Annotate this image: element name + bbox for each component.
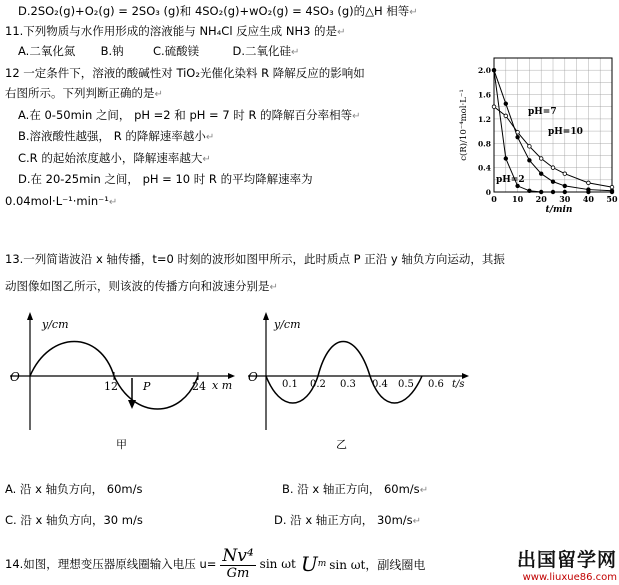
chart-labels bbox=[458, 66, 618, 215]
fraction-denominator: Gm bbox=[226, 565, 250, 581]
q12-stem-line1: 12 一定条件下，溶液的酸碱性对 TiO₂光催化染料 R 降解反应的影响如 bbox=[5, 66, 365, 80]
series-point-pH=2 bbox=[551, 190, 555, 194]
q12-option-d-line1: D.在 20-25min 之间， pH = 10 时 R 的平均降解速率为 bbox=[18, 172, 313, 186]
q12-option-a: A.在 0-50min 之间， pH =2 和 pH = 7 时 R 的降解百分率相等↵ bbox=[18, 108, 361, 122]
fig-a-xlabel: x m bbox=[212, 379, 233, 392]
q13-option-a: A. 沿 x 轴负方向， 60m/s bbox=[5, 482, 143, 496]
q12-option-c: C.R 的起始浓度越小，降解速率越大↵ bbox=[18, 151, 211, 165]
series-label-pH=7: pH=7 bbox=[528, 107, 557, 117]
fig-b-tick-0.2: 0.2 bbox=[310, 379, 326, 390]
u-symbol: U bbox=[300, 552, 318, 576]
y-tick-label: 0.4 bbox=[477, 163, 491, 173]
q12-option-d-line2: 0.04mol·L⁻¹·min⁻¹↵ bbox=[5, 194, 118, 208]
fig-b-xlabel: t/s bbox=[452, 379, 465, 390]
return-mark: ↵ bbox=[409, 7, 418, 18]
u-subscript: m bbox=[317, 559, 327, 569]
series-point-pH=7 bbox=[610, 189, 614, 193]
vibration-figure-b bbox=[238, 310, 478, 460]
return-mark: ↵ bbox=[412, 516, 422, 527]
return-mark: ↵ bbox=[269, 282, 278, 293]
q11-options bbox=[18, 43, 299, 61]
q12-option-b: B.溶液酸性越强， R 的降解速率越小↵ bbox=[18, 129, 215, 143]
q13-option-d: D. 沿 x 轴正方向， 30m/s↵ bbox=[274, 513, 422, 527]
x-tick-label: 10 bbox=[512, 194, 524, 204]
watermark-title: 出国留学网 bbox=[516, 549, 617, 571]
series-point-pH=2 bbox=[528, 189, 532, 193]
q14-tail: sin ωt，副线圈电 bbox=[329, 557, 426, 572]
watermark-url: www.liuxue86.com bbox=[522, 572, 617, 583]
q11-option-c: C.硫酸镁 bbox=[153, 44, 200, 58]
fig-b-tick-0.6: 0.6 bbox=[428, 379, 444, 390]
vibration-curve bbox=[266, 342, 422, 404]
return-mark: ↵ bbox=[205, 132, 215, 143]
q11-option-b: B.钠 bbox=[100, 44, 124, 58]
q14-stem: 14.如图，理想变压器原线圈输入电压 u= Nv⁴ Gm sin ωt U m sin ωt，副线圈电 bbox=[5, 545, 426, 581]
voltage-fraction bbox=[220, 545, 255, 581]
return-mark: ↵ bbox=[291, 47, 300, 58]
series-point-pH=7 bbox=[563, 184, 567, 188]
series-point-pH=10 bbox=[587, 181, 591, 185]
q11-stem: 11.下列物质与水作用形成的溶液能与 NH₄Cl 反应生成 NH3 的是↵ bbox=[5, 24, 346, 38]
series-point-pH=7 bbox=[504, 102, 508, 106]
fig-a-ylabel: y/cm bbox=[42, 318, 69, 331]
fig-a-origin: O bbox=[10, 370, 20, 384]
fig-b-tick-0.1: 0.1 bbox=[282, 379, 298, 390]
q11-option-a: A.二氧化氮 bbox=[18, 44, 76, 58]
x-tick-label: 50 bbox=[606, 194, 618, 204]
y-axis-label: c(R)/10⁻⁴mol·L⁻¹ bbox=[459, 89, 469, 161]
x-tick-label: 30 bbox=[559, 194, 571, 204]
down-arrow-icon bbox=[128, 400, 136, 409]
q12-stem-line2: 右图所示。下列判断正确的是↵ bbox=[5, 86, 163, 100]
y-arrow-icon bbox=[27, 312, 33, 320]
series-point-pH=7 bbox=[492, 68, 496, 72]
return-mark: ↵ bbox=[202, 154, 211, 165]
fig-b-tick-0.5: 0.5 bbox=[398, 379, 414, 390]
y-tick-label: 1.2 bbox=[477, 114, 491, 124]
series-label-pH=10: pH=10 bbox=[548, 127, 583, 137]
series-point-pH=10 bbox=[539, 157, 543, 161]
series-point-pH=10 bbox=[551, 166, 555, 170]
series-label-pH=2: pH=2 bbox=[496, 175, 525, 185]
y-tick-label: 1.6 bbox=[477, 90, 491, 100]
return-mark: ↵ bbox=[154, 89, 163, 100]
q10-option-d: D.2SO₂(g)+O₂(g) = 2SO₃ (g)和 4SO₂(g)+wO₂(g) = 4SO₃ (g)的△H 相等↵ bbox=[18, 4, 418, 18]
return-mark: ↵ bbox=[337, 27, 346, 38]
degradation-chart bbox=[452, 50, 619, 220]
series-point-pH=2 bbox=[504, 157, 508, 161]
sin-term: sin ωt bbox=[259, 557, 296, 571]
fig-b-tick-0.3: 0.3 bbox=[340, 379, 356, 390]
x-tick-label: 0 bbox=[491, 194, 497, 204]
y-tick-label: 0 bbox=[485, 188, 491, 197]
fig-a-tick-24: 24 bbox=[192, 380, 206, 393]
fig-b-caption: 乙 bbox=[336, 438, 347, 451]
series-point-pH=10 bbox=[528, 145, 532, 149]
fig-b-ylabel: y/cm bbox=[274, 318, 301, 331]
series-point-pH=10 bbox=[563, 172, 567, 176]
q11-option-d: D.二氧化硅 bbox=[232, 44, 292, 58]
return-mark: ↵ bbox=[419, 485, 429, 496]
x-tick-label: 40 bbox=[582, 194, 594, 204]
series-point-pH=10 bbox=[492, 105, 496, 109]
return-mark: ↵ bbox=[352, 111, 361, 122]
y-arrow-icon bbox=[263, 312, 269, 320]
return-mark: ↵ bbox=[108, 197, 118, 208]
series-point-pH=7 bbox=[516, 135, 520, 139]
q13-option-c: C. 沿 x 轴负方向，30 m/s bbox=[5, 513, 143, 527]
series-point-pH=7 bbox=[551, 180, 555, 184]
q13-stem-line2: 动图像如图乙所示，则该波的传播方向和波速分别是↵ bbox=[5, 279, 278, 293]
series-point-pH=7 bbox=[539, 172, 543, 176]
q13-stem-line1: 13.一列简谐波沿 x 轴传播，t=0 时刻的波形如图甲所示，此时质点 P 正沿 y 轴负方向运动，其振 bbox=[5, 252, 505, 266]
fraction-numerator: Nv⁴ bbox=[222, 545, 254, 566]
fig-a-tick-12: 12 bbox=[104, 380, 118, 393]
fig-b-origin: O bbox=[248, 370, 258, 384]
series-point-pH=7 bbox=[528, 159, 532, 163]
fig-b-tick-0.4: 0.4 bbox=[372, 379, 388, 390]
series-point-pH=7 bbox=[587, 188, 591, 192]
wave-figure-a bbox=[0, 310, 240, 460]
y-tick-label: 2.0 bbox=[477, 66, 491, 76]
series-point-pH=10 bbox=[504, 114, 508, 118]
x-axis-label: t/min bbox=[545, 205, 573, 215]
x-tick-label: 20 bbox=[535, 194, 547, 204]
series-point-pH=10 bbox=[516, 131, 520, 135]
y-tick-label: 0.8 bbox=[477, 139, 491, 149]
series-point-pH=10 bbox=[610, 185, 614, 189]
watermark bbox=[517, 545, 617, 583]
fig-a-caption: 甲 bbox=[116, 438, 127, 451]
q13-option-b: B. 沿 x 轴正方向， 60m/s↵ bbox=[282, 482, 429, 496]
point-p-label: P bbox=[143, 380, 151, 393]
